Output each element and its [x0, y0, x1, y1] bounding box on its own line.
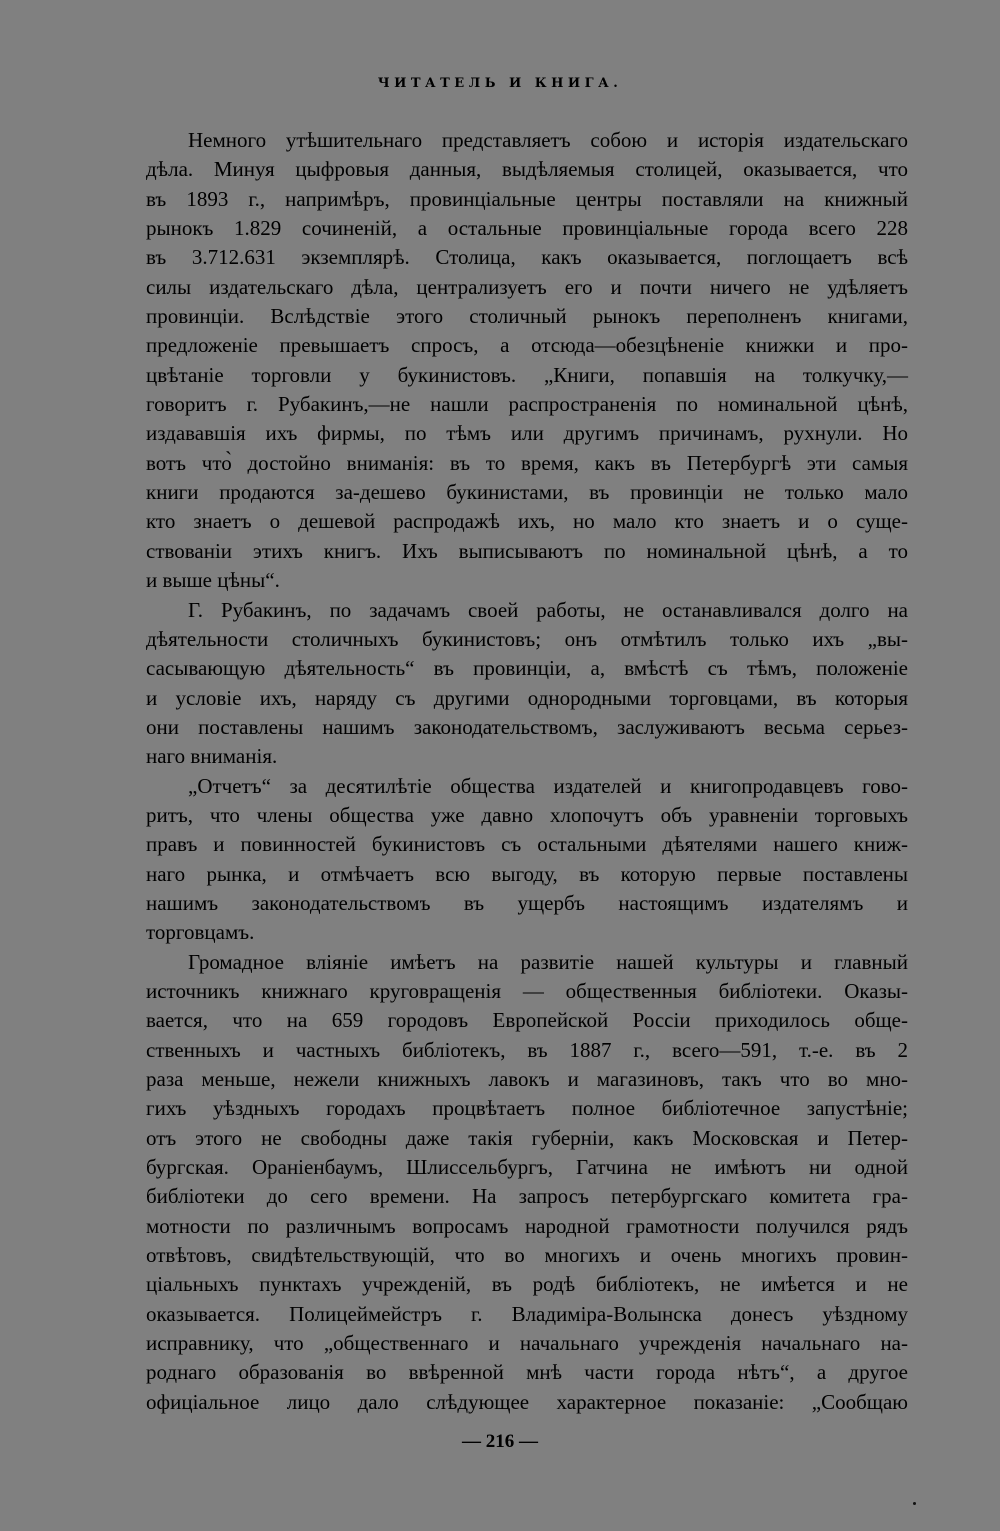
text-line: наго рынка, и отмѣчаетъ всю выгоду, въ которую первые поставлены [146, 861, 908, 886]
text-line: ритъ, что члены общества уже давно хлопочутъ объ уравненіи торговыхъ [146, 802, 908, 827]
paragraph-1 [146, 126, 908, 596]
text-line: говоритъ г. Рубакинъ,—не нашли распространенія по номинальной цѣнѣ, [146, 392, 908, 417]
paragraph-4 [146, 948, 908, 1418]
text-line: въ 3.712.631 экземплярѣ. Столица, какъ оказывается, поглощаетъ всѣ [146, 245, 908, 270]
text-line: вается, что на 659 городовъ Европейской Россіи приходилось обще- [146, 1008, 908, 1033]
text-line: торговцамъ. [146, 920, 255, 945]
text-line: Г. Рубакинъ, по задачамъ своей работы, не останавливался долго на [188, 597, 908, 622]
text-line: нашимъ законодательствомъ въ ущербъ настоящимъ издателямъ и [146, 890, 908, 915]
page-number: — 216 — [462, 1431, 538, 1452]
text-line: офиціальное лицо дало слѣдующее характерное показаніе: „Сообщаю [146, 1389, 908, 1414]
text-line: вотъ что̀ достойно вниманія: въ то время, какъ въ Петербургѣ эти самыя [146, 450, 908, 475]
text-line: сасывающую дѣятельность“ въ провинціи, а, вмѣстѣ съ тѣмъ, положеніе [146, 656, 908, 681]
text-line: библіотеки до сего времени. На запросъ петербургскаго комитета гра- [146, 1184, 908, 1209]
text-line: источникъ книжнаго круговращенія — общественныя библіотеки. Оказы- [146, 978, 908, 1003]
running-head: ЧИТАТЕЛЬ И КНИГА. [377, 76, 623, 91]
text-line: отвѣтовъ, свидѣтельствующій, что во многихъ и очень многихъ провин- [146, 1243, 908, 1268]
text-line: мотности по различнымъ вопросамъ народной грамотности получился рядъ [146, 1213, 908, 1238]
text-line: отъ этого не свободны даже такія губерніи, какъ Московская и Петер- [146, 1125, 908, 1150]
text-line: дѣятельности столичныхъ букинистовъ; онъ отмѣтилъ только ихъ „вы- [146, 626, 908, 651]
text-line: и условіе ихъ, наряду съ другими однородными торговцами, въ которыя [146, 685, 908, 710]
text-line: цвѣтаніе торговли у букинистовъ. „Книги, попавшія на толкучку,— [146, 362, 908, 387]
paragraph-2 [146, 596, 908, 772]
body-text [146, 126, 908, 1417]
text-line: издававшія ихъ фирмы, по тѣмъ или другимъ причинамъ, рухнули. Но [146, 421, 908, 446]
text-line: Немного утѣшительнаго представляетъ собою и исторія издательскаго [188, 128, 908, 152]
text-line: рынокъ 1.829 сочиненій, а остальные провинціальные города всего 228 [146, 216, 908, 241]
text-line: кто знаетъ о дешевой распродажѣ ихъ, но мало кто знаетъ и о суще- [146, 509, 908, 534]
text-line: гихъ уѣздныхъ городахъ процвѣтаетъ полное библіотечное запустѣніе; [146, 1096, 908, 1121]
text-line: исправнику, что „общественнаго и начальнаго учрежденія начальнаго на- [146, 1331, 908, 1356]
paragraph-3 [146, 772, 908, 948]
text-line: роднаго образованія во ввѣренной мнѣ части города нѣтъ“, а другое [146, 1360, 908, 1385]
text-line: въ 1893 г., напримѣръ, провинціальные центры поставляли на книжный [146, 186, 908, 211]
text-line: силы издательскаго дѣла, централизуетъ его и почти ничего не удѣляетъ [146, 274, 908, 299]
text-line: бургская. Ораніенбаумъ, Шлиссельбургъ, Гатчина не имѣютъ ни одной [146, 1155, 908, 1180]
text-line: наго вниманія. [146, 744, 278, 769]
text-line: ствованіи этихъ книгъ. Ихъ выписываютъ по номинальной цѣнѣ, а то [146, 538, 908, 563]
text-line: оказывается. Полицеймейстръ г. Владиміра-Волынска донесъ уѣздному [146, 1301, 908, 1326]
text-line: и выше цѣны“. [146, 568, 280, 593]
text-line: провинціи. Вслѣдствіе этого столичный рынокъ переполненъ книгами, [146, 304, 908, 329]
text-line: ціальныхъ пунктахъ учрежденій, въ родѣ библіотекъ, не имѣется и не [146, 1272, 908, 1297]
text-line: Громадное вліяніе имѣетъ на развитіе нашей культуры и главный [188, 949, 908, 974]
print-speck [913, 1502, 916, 1505]
text-line: раза меньше, нежели книжныхъ лавокъ и магазиновъ, такъ что во мно- [146, 1067, 908, 1091]
text-line: „Отчетъ“ за десятилѣтіе общества издателей и книгопродавцевъ гово- [188, 773, 908, 798]
text-line: правъ и повинностей букинистовъ съ остальными дѣятелями нашего книж- [146, 832, 908, 857]
text-line: они поставлены нашимъ законодательствомъ, заслуживаютъ весьма серьез- [146, 714, 908, 739]
text-line: книги продаются за-дешево букинистами, въ провинціи не только мало [146, 480, 908, 505]
text-line: дѣла. Минуя цыфровыя данныя, выдѣляемыя столицей, оказывается, что [146, 157, 908, 182]
text-line: ственныхъ и частныхъ библіотекъ, въ 1887 г., всего—591, т.-е. въ 2 [146, 1037, 908, 1062]
text-line: предложеніе превышаетъ спросъ, а отсюда—обезцѣненіе книжки и про- [146, 333, 908, 358]
